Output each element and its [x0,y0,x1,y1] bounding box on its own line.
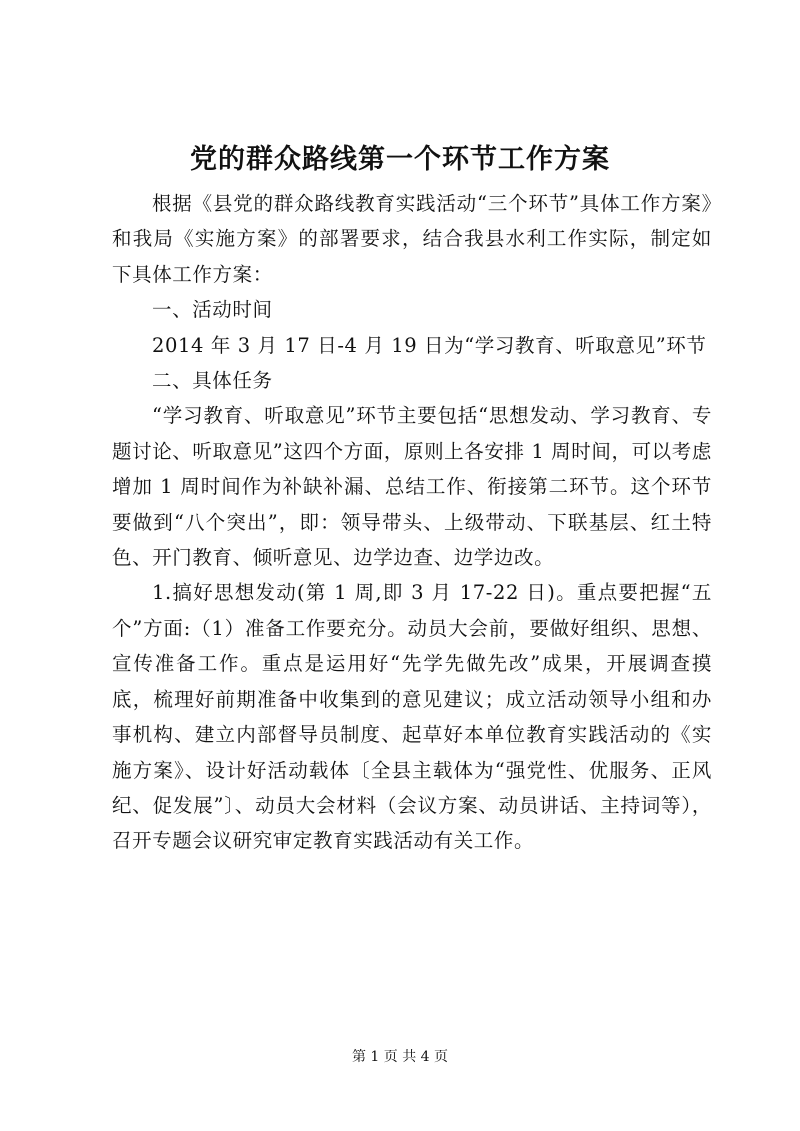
section-heading-activity-time: 一、活动时间 [152,298,273,322]
tasks-overview-paragraph: “学习教育、听取意见”环节主要包括“思想发动、学习教育、专题讨论、听取意见”这四个方面，原则上各安排 1 周时间，可以考虑增加 1 周时间作为补缺补漏、总结工作、衔接第二环节。这个环节要做到“八个突出”，即：领导带头、上级带动、下联基层、红土特色、开门教育、倾听意见、边学边查、边学边改。 [112,404,712,570]
section-heading-specific-tasks: 二、具体任务 [152,369,273,393]
mobilization-paragraph: 1.搞好思想发动(第 1 周,即 3 月 17-22 日)。重点要把握“五个”方面:（1）准备工作要充分。动员大会前，要做好组织、思想、宣传准备工作。重点是运用好“先学先做先改”成果，开展调查摸底，梳理好前期准备中收集到的意见建议；成立活动领导小组和办事机构、建立内部督导员制度、起草好本单位教育实践活动的《实施方案》、设计好活动载体〔全县主载体为“强党性、优服务、正风纪、促发展”〕、动员大会材料（会议方案、动员讲话、主持词等），召开专题会议研究审定教育实践活动有关工作。 [112,581,712,853]
document-body [112,186,712,859]
document-title: 党的群众路线第一个环节工作方案 [190,144,610,175]
page-number-footer: 第 1 页 共 4 页 [351,1049,449,1065]
activity-time-paragraph: 2014 年 3 月 17 日-4 月 19 日为“学习教育、听取意见”环节 [152,333,707,357]
intro-paragraph: 根据《县党的群众路线教育实践活动“三个环节”具体工作方案》和我局《实施方案》的部署要求，结合我县水利工作实际，制定如下具体工作方案： [112,192,712,286]
